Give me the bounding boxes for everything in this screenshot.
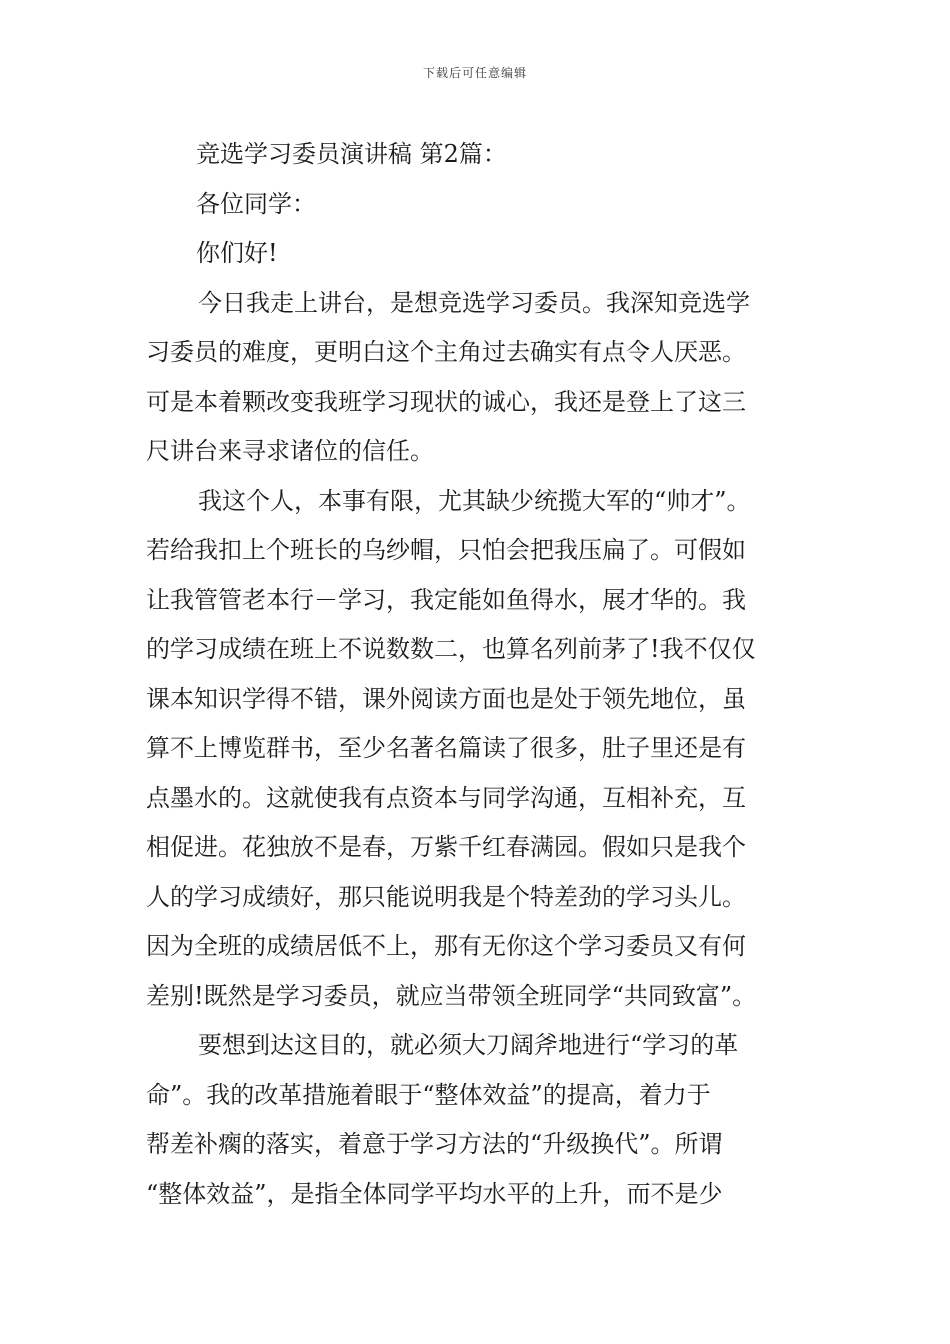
paragraph-line: 要想到达这目的，就必须大刀阔斧地进行“学习的革 <box>198 1031 739 1059</box>
paragraph-line: “整体效益”，是指全体同学平均水平的上升，而不是少 <box>146 1179 723 1208</box>
paragraph-line: 今日我走上讲台，是想竞选学习委员。我深知竞选学 <box>198 288 750 317</box>
paragraph-line: 的学习成绩在班上不说数数二，也算名列前茅了!我不仅仅 <box>146 635 756 663</box>
paragraph-line: 让我管管老本行－学习，我定能如鱼得水，展才华的。我 <box>146 585 746 614</box>
paragraph-1 <box>146 279 812 477</box>
document-body <box>146 130 812 1219</box>
greeting: 你们好! <box>196 239 278 267</box>
paragraph-line: 因为全班的成绩居低不上，那有无你这个学习委员又有何 <box>146 932 746 960</box>
paragraph-line: 帮差补瘸的落实，着意于学习方法的“升级换代”。所谓 <box>146 1130 723 1158</box>
paragraph-line: 算不上博览群书，至少名著名篇读了很多，肚子里还是有 <box>146 734 746 762</box>
paragraph-line: 点墨水的。这就使我有点资本与同学沟通，互相补充，互 <box>146 783 746 812</box>
paragraph-line: 我这个人，本事有限，尤其缺少统揽大军的“帅才”。 <box>198 486 751 515</box>
paragraph-line: 习委员的难度，更明白这个主角过去确实有点令人厌恶。 <box>146 338 746 366</box>
paragraph-line: 可是本着颗改变我班学习现状的诚心，我还是登上了这三 <box>146 387 746 416</box>
paragraph-line: 若给我扣上个班长的乌纱帽，只怕会把我压扁了。可假如 <box>146 536 746 564</box>
paragraph-line: 尺讲台来寻求诸位的信任。 <box>146 437 434 465</box>
paragraph-line: 人的学习成绩好，那只能说明我是个特差劲的学习头儿。 <box>146 882 746 911</box>
paragraph-line: 差别!既然是学习委员，就应当带领全班同学“共同致富”。 <box>146 981 757 1010</box>
salutation: 各位同学： <box>196 189 316 218</box>
paragraph-line: 课本知识学得不错，课外阅读方面也是处于领先地位，虽 <box>146 684 746 713</box>
paragraph-line: 相促进。花独放不是春，万紫千红春满园。假如只是我个 <box>146 833 746 861</box>
page-header-note: 下载后可任意编辑 <box>422 66 527 80</box>
document-title: 竞选学习委员演讲稿 第2篇： <box>196 140 507 168</box>
paragraph-3 <box>146 1021 812 1219</box>
paragraph-line: 命”。我的改革措施着眼于“整体效益”的提高，着力于 <box>146 1080 711 1109</box>
paragraph-2 <box>146 477 812 1022</box>
